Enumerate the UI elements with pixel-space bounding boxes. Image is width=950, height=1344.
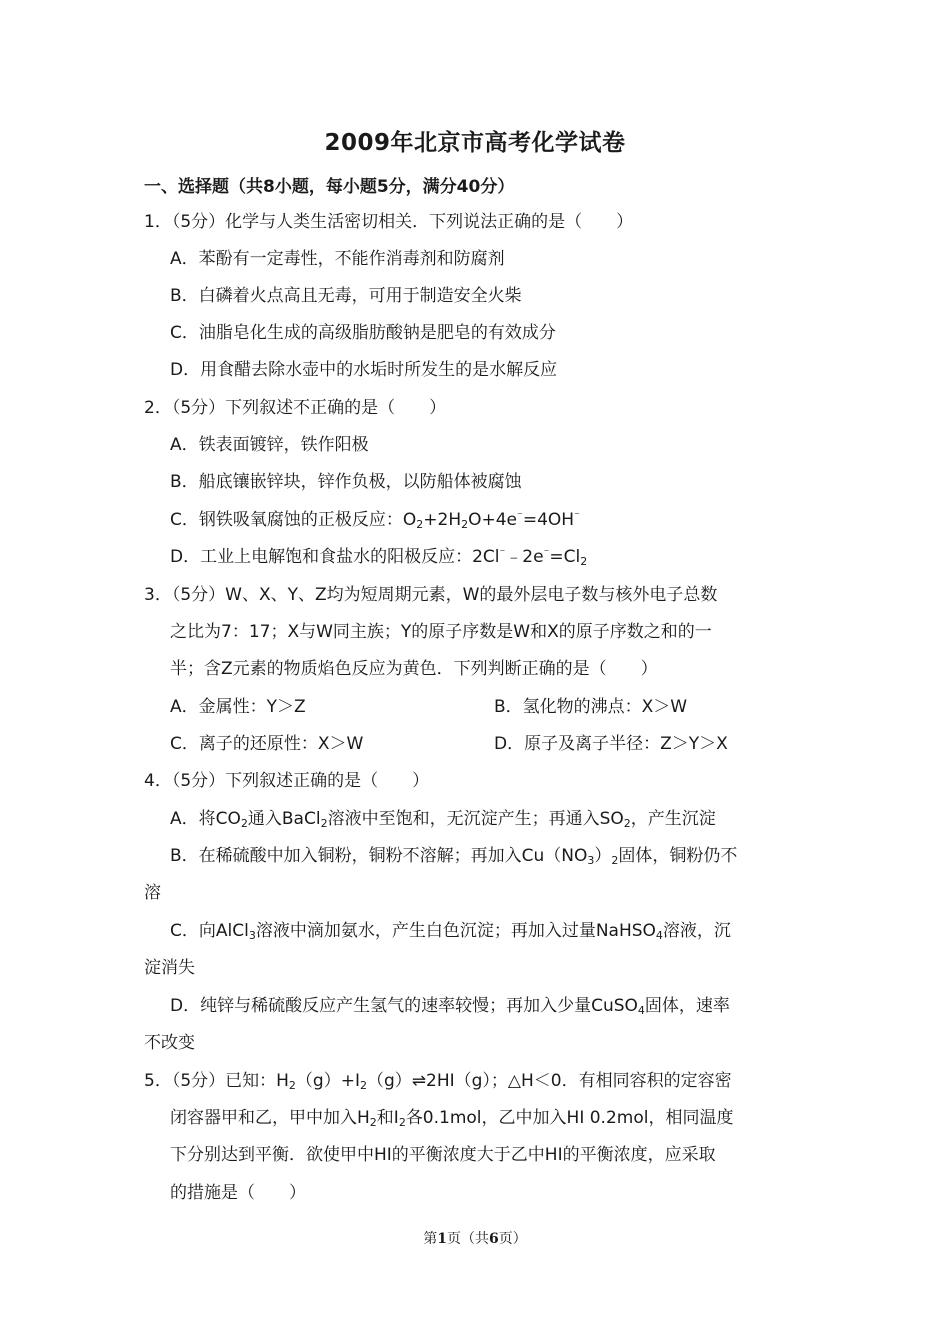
question-4-stem: 4．（5分）下列叙述正确的是（ ） bbox=[144, 771, 430, 791]
question-2-option-d: D．工业上电解饱和食盐水的阳极反应：$2Cl^{^-}﹣2e^{^-}=Cl_2$ bbox=[170, 546, 588, 568]
question-4-option-a: A．将$CO_2$通入BaCl$_2$溶液中至饱和，无沉淀产生；再通入$SO_2$，产生沉淀 bbox=[170, 809, 716, 830]
question-1-option-a: A．苯酚有一定毒性，不能作消毒剂和防腐剂 bbox=[170, 249, 505, 269]
question-3-option-d: D．原子及离子半径：Z＞Y＞X bbox=[494, 734, 728, 754]
question-3-option-b: B．氢化物的沸点：X＞W bbox=[494, 697, 688, 717]
question-5-stem-line-3: 下分别达到平衡．欲使甲中HI的平衡浓度大于乙中HI的平衡浓度，应采取 bbox=[170, 1145, 716, 1165]
question-2-option-c: C．钢铁吸氧腐蚀的正极反应：$O_2+2H_2O+4e^{^-}=4OH^{^-}$ bbox=[170, 509, 580, 531]
question-4-option-c: C．向AlCl$_3$溶液中滴加氨水，产生白色沉淀；再加入过量NaHSO$_4$溶液，沉 bbox=[170, 921, 731, 942]
question-1-option-d: D．用食醋去除水壶中的水垢时所发生的是水解反应 bbox=[170, 360, 558, 380]
question-4-option-b-continued: 溶 bbox=[144, 883, 161, 903]
question-5-stem-line-4: 的措施是（ ） bbox=[170, 1183, 306, 1203]
question-3-option-a: A．金属性：Y＞Z bbox=[170, 697, 306, 717]
page-footer: 第1页（共6页） bbox=[423, 1231, 527, 1247]
question-2-stem: 2．（5分）下列叙述不正确的是（ ） bbox=[144, 398, 447, 418]
question-3-option-c: C．离子的还原性：X＞W bbox=[170, 734, 364, 754]
question-3-stem-line-3: 半；含Z元素的物质焰色反应为黄色．下列判断正确的是（ ） bbox=[170, 659, 658, 679]
page-number: 1 bbox=[437, 1231, 447, 1247]
question-4-option-c-continued: 淀消失 bbox=[144, 958, 195, 978]
question-1-option-c: C．油脂皂化生成的高级脂肪酸钠是肥皂的有效成分 bbox=[170, 323, 556, 343]
question-2-option-a: A．铁表面镀锌，铁作阳极 bbox=[170, 435, 369, 455]
question-3-stem-line-2: 之比为7：17；X与W同主族；Y的原子序数是W和X的原子序数之和的一 bbox=[170, 622, 712, 642]
question-4-option-d: D．纯锌与稀硫酸反应产生氢气的速率较慢；再加入少量CuSO$_4$固体，速率 bbox=[170, 996, 730, 1017]
question-5-stem-line-2: 闭容器甲和乙，甲中加入$H_2$和$I_2$各0.1mol，乙中加入HI 0.2mol，相同温度 bbox=[170, 1108, 734, 1129]
question-2-option-b: B．船底镶嵌锌块，锌作负极，以防船体被腐蚀 bbox=[170, 472, 522, 492]
question-4-option-b: B．在稀硫酸中加入铜粉，铜粉不溶解；再加入$Cu(NO_3)_2$固体，铜粉仍不 bbox=[170, 846, 738, 867]
page-title: 2009年北京市高考化学试卷 bbox=[324, 130, 626, 156]
total-pages: 6 bbox=[489, 1231, 499, 1247]
section-heading: 一、选择题（共8小题，每小题5分，满分40分） bbox=[144, 177, 515, 197]
question-1-stem: 1．（5分）化学与人类生活密切相关．下列说法正确的是（ ） bbox=[144, 212, 634, 232]
question-3-stem-line-1: 3．（5分）W、X、Y、Z均为短周期元素，W的最外层电子数与核外电子总数 bbox=[144, 585, 718, 605]
question-1-option-b: B．白磷着火点高且无毒，可用于制造安全火柴 bbox=[170, 286, 522, 306]
question-5-stem-line-1: 5．（5分）已知：$H_2(g)+I_2(g)\rightleftharpoons 2HI(g)$；△H＜0．有相同容积的定容密 bbox=[144, 1071, 732, 1092]
question-4-option-d-continued: 不改变 bbox=[144, 1033, 195, 1053]
